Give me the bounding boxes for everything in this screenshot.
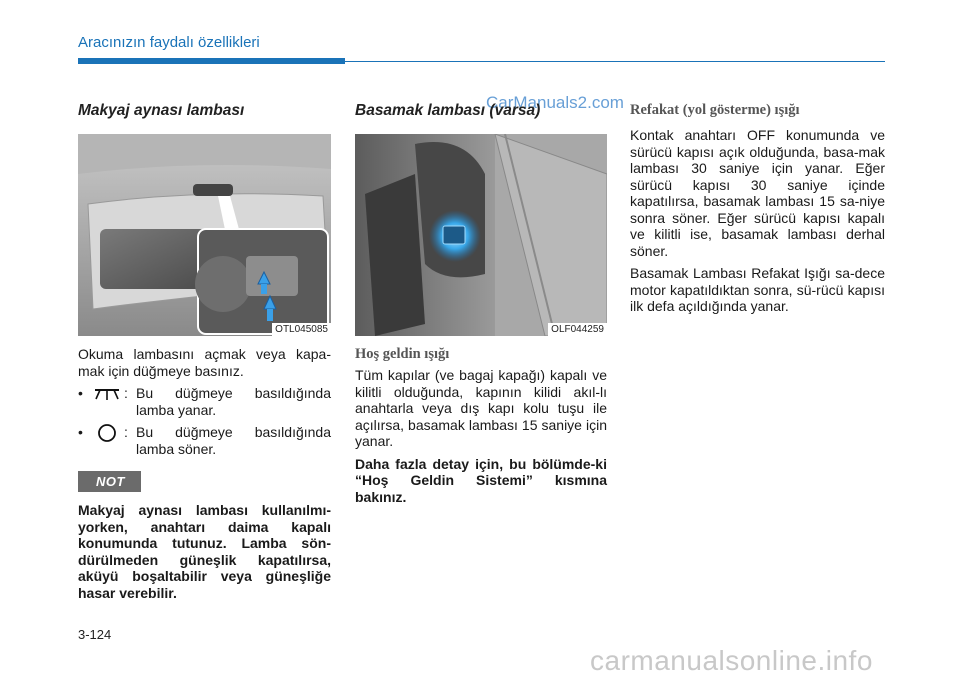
column-step-lamp [355,102,607,505]
watermark-top[interactable]: CarManuals2.com [486,93,624,112]
vanity-intro-text: Okuma lambasını açmak veya kapa-mak için düğmeye basınız. [78,346,331,379]
step-lamp-illustration [355,134,607,336]
photo-code: OTL045085 [272,323,331,336]
photo-code: OLF044259 [548,323,607,336]
escort-light-text-2: Basamak Lambası Refakat Işığı sa-dece motor kapatıldıktan sonra, sü-rücü kapısı ilk defa açıldığında yanar. [630,265,885,314]
bullet-dot: • [78,424,83,440]
escort-light-text: Kontak anahtarı OFF konumunda ve sürücü kapısı açık olduğunda, basa-mak lambası 30 saniye için yanar. Eğer sürücü kapısı 30 saniye içinde kapatılırsa, basamak lambası 15 sa-niye sonra söner. Eğer sürücü kapısı kapalı ve kilitli ise, basamak lambası derhal söner. [630,127,885,259]
watermark-bottom[interactable]: carmanualsonline.info [590,645,873,676]
lamp-on-icon [90,385,124,403]
note-badge: NOT [78,471,141,492]
column-vanity-mirror-lamp [78,102,331,601]
bullet-lamp-on-line2: lamba yanar. [136,401,217,418]
header-rule-thick [78,58,345,64]
page-number: 3-124 [78,627,112,642]
step-lamp-photo [355,134,607,336]
bullet-lamp-on-line1: Bu düğmeye basıldığında [136,385,331,401]
subheading-escort-light: Refakat (yol gösterme) ışığı [630,102,800,118]
header-rule-thin [345,61,885,62]
bullet-lamp-off-line1: Bu düğmeye basıldığında [136,424,331,440]
welcome-light-text: Tüm kapılar (ve bagaj kapağı) kapalı ve kilitli olduğunda, kapının kilidi akıl-lı anahtarla veya dış kapı kolu tuşu ile açılırsa, basamak lambası 15 saniye için yanar. [355,367,607,449]
bullet-lamp-off: • : Bu düğmeye basıldığında lamba söner. [78,424,331,457]
column-escort-light [630,102,885,315]
bullet-lamp-off-line2: lamba söner. [136,440,217,457]
lamp-off-icon [90,424,124,442]
bullet-dot: • [78,385,83,401]
vanity-mirror-photo [78,134,331,336]
subheading-welcome-light: Hoş geldin ışığı [355,346,450,362]
heading-step-lamp: Basamak lambası (varsa) [355,102,541,119]
section-title: Aracınızın faydalı özellikleri [78,34,260,51]
welcome-light-reference: Daha fazla detay için, bu bölümde-ki “Hoş Geldin Sistemi” kısmına bakınız. [355,455,607,505]
bullet-lamp-on: • : Bu düğmeye basıldığında lamba yanar. [78,385,331,418]
heading-vanity-mirror-lamp: Makyaj aynası lambası [78,102,245,119]
note-text: Makyaj aynası lambası kullanılmı-yorken, anahtarı daima kapalı konumunda tutunuz. Lamba sön-dürülmeden güneşlik kapatılırsa, aküyü boşaltabilir veya güneşliğe hasar verebilir. [78,502,331,601]
vanity-mirror-illustration [78,134,331,336]
